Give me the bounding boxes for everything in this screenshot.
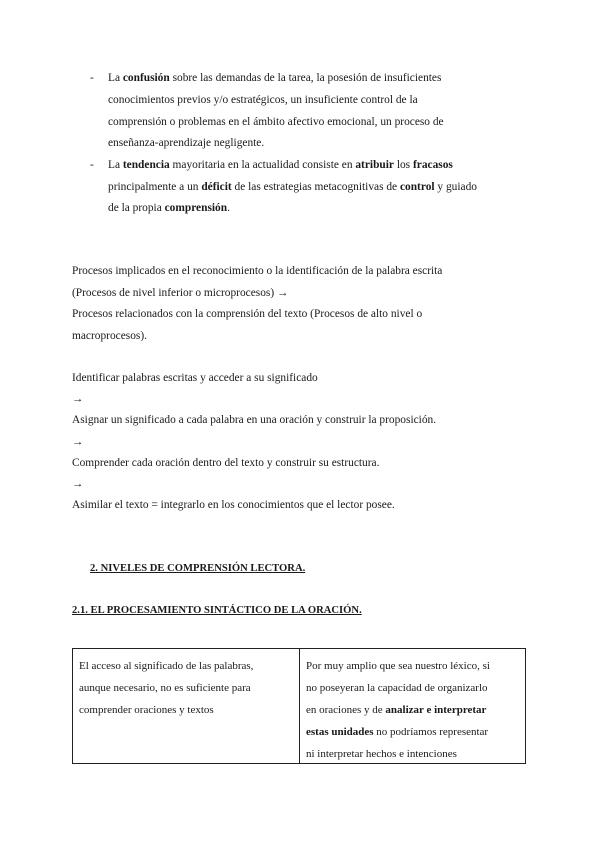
process-line: macroprocesos). [72,330,147,342]
step-text: Identificar palabras escritas y acceder a su significado [72,372,318,384]
text-span: y guiado [434,181,477,193]
bold-term: fracasos [412,159,453,171]
text-span: Por muy amplio que sea nuestro léxico, si [306,660,490,672]
table-cell-line [79,655,253,677]
step-arrow: → [72,393,84,405]
bold-term: confusión [122,72,170,84]
bullet-line [108,115,444,129]
bullet-line [108,158,453,172]
step-arrow: → [72,478,84,490]
text-span: La [108,72,123,84]
bold-term: comprensión [164,202,228,214]
text-span: conocimientos previos y/o estratégicos, un insuficiente control de la [108,94,418,106]
bold-term: estas unidades [306,726,374,738]
text-span: principalmente a un [108,181,202,193]
text-span: no podríamos representar [373,726,489,738]
process-line: (Procesos de nivel inferior o microprocesos) → [72,287,289,299]
bold-term: tendencia [122,159,170,171]
bullet-line [108,93,418,107]
bold-term: analizar e interpretar [385,704,487,716]
step-text: Asignar un significado a cada palabra en una oración y construir la proposición. [72,414,437,426]
section-heading: 2. NIVELES DE COMPRENSIÓN LECTORA. [90,563,306,574]
bullet-line [108,201,230,215]
text-span: de las estrategias metacognitivas de [231,181,400,193]
step-text: Asimilar el texto = integrarlo en los conocimientos que el lector posee. [72,499,395,511]
process-line: Procesos relacionados con la comprensión del texto (Procesos de alto nivel o [72,308,423,320]
bullet-line [108,136,264,150]
table-cell-line [79,677,253,699]
text-span: no poseyeran la capacidad de organizarlo [306,682,488,694]
text-span: La [108,159,123,171]
bullet-line [108,180,477,194]
subsection-heading: 2.1. EL PROCESAMIENTO SINTÁCTICO DE LA ORACIÓN. [72,605,362,616]
text-span: El acceso al significado de las palabras, [79,660,254,672]
bold-term: control [399,181,435,193]
bullet-marker: - [90,159,94,171]
table-cell-left [79,655,253,721]
table-cell-line [306,699,490,721]
text-span: ni interpretar hechos e intenciones [306,748,457,760]
text-span: aunque necesario, no es suficiente para [79,682,251,694]
text-span: comprender oraciones y textos [79,704,214,716]
bold-term: déficit [201,181,232,193]
step-arrow: → [72,436,84,448]
text-span: comprensión o problemas en el ámbito afectivo emocional, un proceso de [108,116,444,128]
table-cell-line [306,743,490,765]
table-cell-line [306,655,490,677]
text-span: sobre las demandas de la tarea, la posesión de insuficientes [169,72,442,84]
table-cell-line [79,699,253,721]
text-span: mayoritaria en la actualidad consiste en [169,159,356,171]
comparison-table [72,648,526,764]
table-cell-line [306,721,490,743]
text-span: los [393,159,413,171]
text-span: enseñanza-aprendizaje negligente. [108,137,265,149]
table-divider [299,649,300,763]
text-span: . [227,202,230,214]
bullet-marker: - [90,72,94,84]
text-span: de la propia [108,202,165,214]
step-text: Comprender cada oración dentro del texto y construir su estructura. [72,457,380,469]
text-span: en oraciones y de [306,704,386,716]
bold-term: atribuir [355,159,394,171]
bullet-line [108,71,441,85]
table-cell-right [306,655,490,765]
process-line: Procesos implicados en el reconocimiento o la identificación de la palabra escrita [72,265,443,277]
table-cell-line [306,677,490,699]
